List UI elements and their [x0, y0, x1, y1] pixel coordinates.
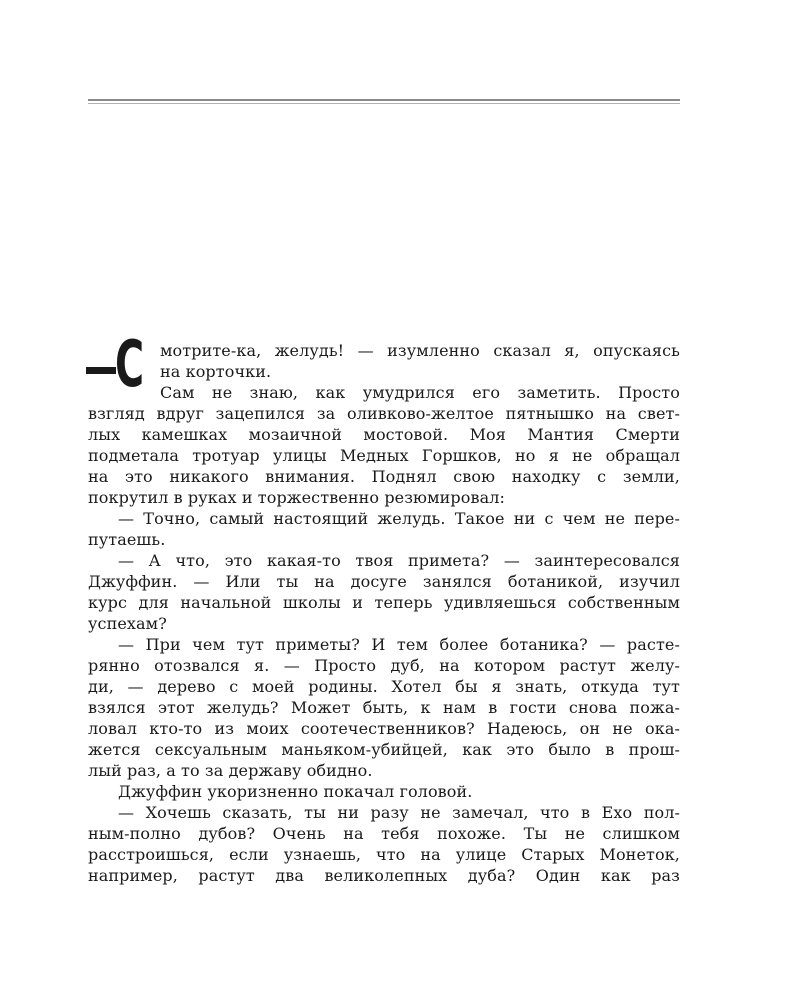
text-line: путаешь.: [88, 530, 166, 549]
text-line: рянно отозвался я. — Просто дуб, на котором растут желу-: [88, 656, 680, 675]
text-line: взялся этот желудь? Может быть, к нам в гости снова пожа-: [88, 698, 680, 717]
text-line: — Хочешь сказать, ты ни разу не замечал, что в Ехо пол-: [118, 803, 680, 822]
text-line: подметала тротуар улицы Медных Горшков, но я не обращал: [88, 446, 680, 465]
text-line: расстроишься, если узнаешь, что на улице Старых Монеток,: [88, 845, 680, 864]
text-line: жется сексуальным маньяком-убийцей, как это было в прош-: [88, 740, 680, 759]
text-line: — При чем тут приметы? И тем более ботаника? — расте-: [118, 635, 680, 654]
header-rule: [88, 99, 680, 101]
text-line: лых камешках мозаичной мостовой. Моя Мантия Смерти: [88, 425, 680, 444]
text-line: ловал кто-то из моих соотечественников? Надеюсь, он не ока-: [88, 719, 680, 738]
text-line: мотрите-ка, желудь! — изумленно сказал я, опускаясь: [160, 341, 680, 360]
text-line: покрутил в руках и торжественно резюмировал:: [88, 488, 505, 507]
text-line: ным-полно дубов? Очень на тебя похоже. Ты не слишком: [88, 824, 680, 843]
text-line: взгляд вдруг зацепился за оливково-желтое пятнышко на свет-: [88, 404, 680, 423]
text-line: на корточки.: [160, 362, 272, 381]
dropcap-letter: С: [115, 328, 145, 402]
text-line: ди, — дерево с моей родины. Хотел бы я знать, откуда тут: [88, 677, 680, 696]
text-line: курс для начальной школы и теперь удивляешься собственным: [88, 593, 680, 612]
dropcap-dash: [86, 367, 116, 374]
header-rule-thin: [88, 103, 680, 104]
dropcap: [86, 328, 154, 402]
text-line: Сам не знаю, как умудрился его заметить. Просто: [160, 383, 680, 402]
text-line: на это никакого внимания. Поднял свою находку с земли,: [88, 467, 680, 486]
text-line: Джуффин укоризненно покачал головой.: [118, 782, 473, 801]
text-line: лый раз, а то за державу обидно.: [88, 761, 373, 780]
text-line: успехам?: [88, 614, 167, 633]
text-line: — А что, это какая-то твоя примета? — заинтересовался: [118, 551, 680, 570]
text-line: например, растут два великолепных дуба? Один как раз: [88, 866, 680, 885]
text-line: Джуффин. — Или ты на досуге занялся ботаникой, изучил: [88, 572, 680, 591]
text-line: — Точно, самый настоящий желудь. Такое ни с чем не пере-: [118, 509, 680, 528]
